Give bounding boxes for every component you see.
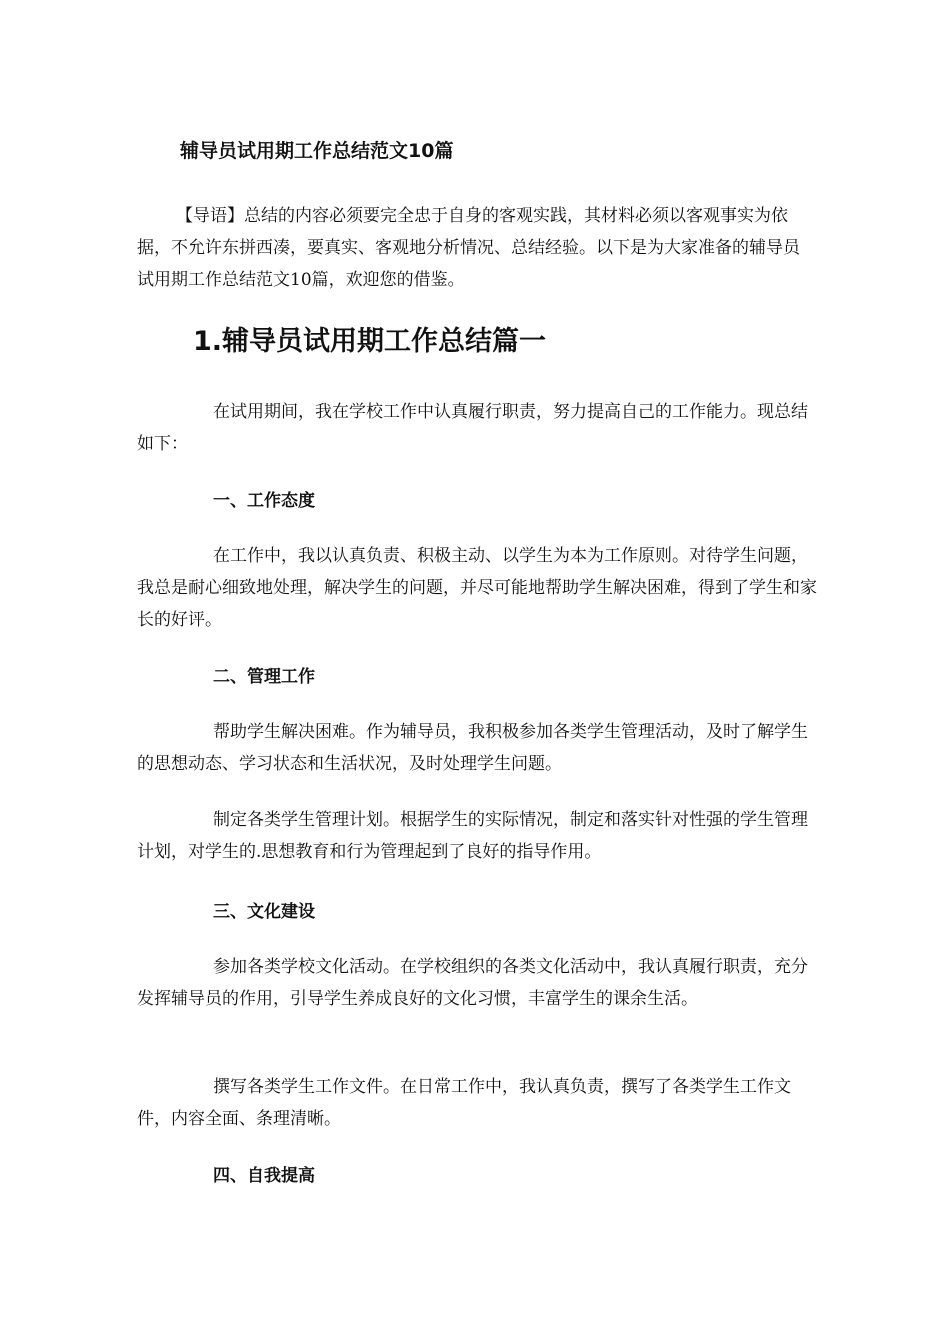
section-heading-1: 1.辅导员试用期工作总结篇一 xyxy=(193,326,547,357)
intro-paragraph: 【导语】总结的内容必须要完全忠于自身的客观实践，其材料必须以客观事实为依据，不允许东拼西凑，要真实、客观地分析情况、总结经验。以下是为大家准备的辅导员试用期工作总结范文10篇，欢迎您的借鉴。 xyxy=(137,206,800,290)
subheading-culture: 三、文化建设 xyxy=(213,902,315,922)
opening-paragraph: 在试用期间，我在学校工作中认真履行职责，努力提高自己的工作能力。现总结如下： xyxy=(137,402,808,454)
subheading-work-attitude: 一、工作态度 xyxy=(213,491,315,511)
paragraph-management-1: 帮助学生解决困难。作为辅导员，我积极参加各类学生管理活动，及时了解学生的思想动态、学习状态和生活状况，及时处理学生问题。 xyxy=(137,722,808,774)
paragraph-work-attitude: 在工作中，我以认真负责、积极主动、以学生为本为工作原则。对待学生问题，我总是耐心细致地处理，解决学生的问题，并尽可能地帮助学生解决困难，得到了学生和家长的好评。 xyxy=(137,546,817,630)
paragraph-culture-2: 撰写各类学生工作文件。在日常工作中，我认真负责，撰写了各类学生工作文件，内容全面、条理清晰。 xyxy=(137,1077,791,1129)
subheading-self-improvement: 四、自我提高 xyxy=(213,1166,315,1186)
paragraph-culture-1: 参加各类学校文化活动。在学校组织的各类文化活动中，我认真履行职责，充分发挥辅导员的作用，引导学生养成良好的文化习惯，丰富学生的课余生活。 xyxy=(137,957,808,1009)
document-title: 辅导员试用期工作总结范文10篇 xyxy=(180,140,454,162)
subheading-management: 二、管理工作 xyxy=(213,667,315,687)
paragraph-management-2: 制定各类学生管理计划。根据学生的实际情况，制定和落实针对性强的学生管理计划，对学生的.思想教育和行为管理起到了良好的指导作用。 xyxy=(137,810,808,862)
